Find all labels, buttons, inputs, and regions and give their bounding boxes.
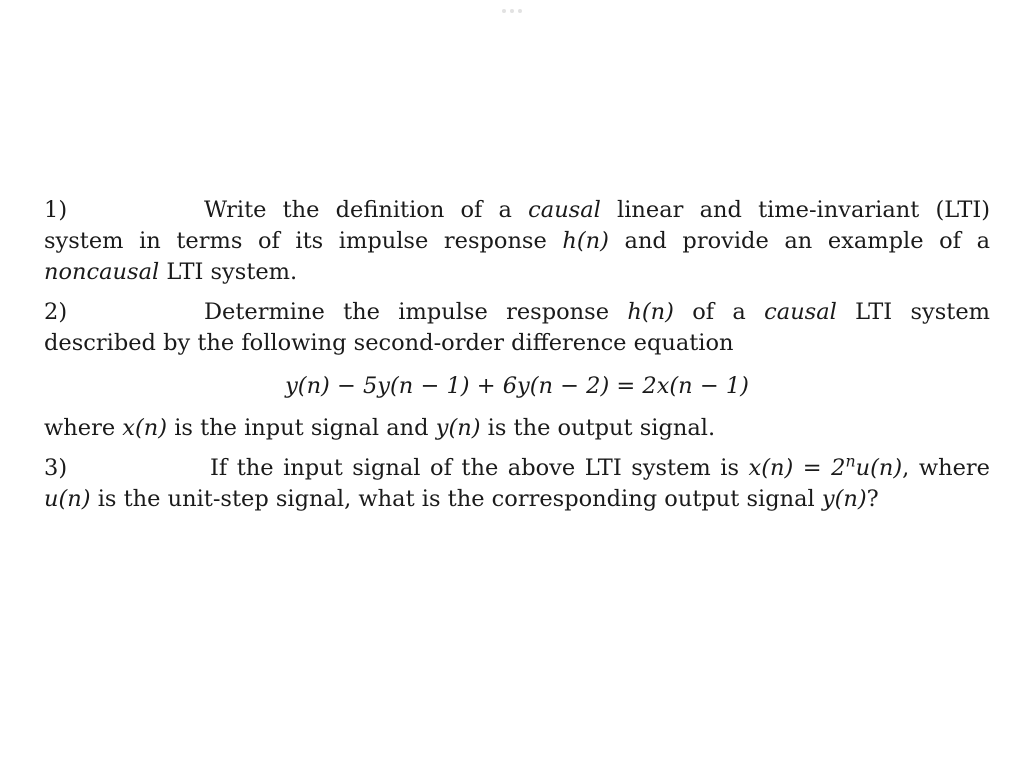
math-h-n: h(n) — [562, 228, 609, 254]
math-input-signal: $x(n) = 2^nu(n)$ — [748, 451, 903, 481]
math-y-n: y(n) — [821, 486, 867, 512]
handle-dot — [510, 9, 514, 13]
question-1: 1) Write the definition of a causal linear and time-invariant (LTI) system in terms of its impulse response h(n) and provide an example of a noncausal LTI system. — [44, 197, 991, 285]
difference-equation: y(n) − 5y(n − 1) + 6y(n − 2) = 2x(n − 1) — [285, 373, 749, 399]
window-drag-handle[interactable] — [502, 9, 522, 13]
document-body — [44, 195, 990, 515]
handle-dot — [502, 9, 506, 13]
term-causal: causal — [764, 299, 837, 325]
handle-dot — [518, 9, 522, 13]
term-causal: causal — [528, 197, 601, 223]
question-1-number: 1) — [44, 197, 68, 223]
math-y-n: y(n) — [435, 415, 481, 441]
question-2-number: 2) — [44, 299, 68, 325]
question-3: 3) If the input signal of the above LTI system is $x(n) = 2^nu(n)$, where u(n) is the unit-step signal, what is the corresponding output signal y(n)? — [44, 451, 990, 512]
math-u-n: u(n) — [44, 486, 91, 512]
math-exponent: n — [845, 451, 856, 471]
question-2-followup: where x(n) is the input signal and y(n) is the output signal. — [44, 415, 716, 441]
question-2: 2) Determine the impulse response h(n) of a causal LTI system described by the following second-order difference equation — [44, 299, 990, 356]
math-x-n: x(n) — [122, 415, 168, 441]
term-noncausal: noncausal — [44, 259, 160, 285]
math-h-n: h(n) — [627, 299, 674, 325]
question-3-number: 3) — [44, 455, 68, 481]
